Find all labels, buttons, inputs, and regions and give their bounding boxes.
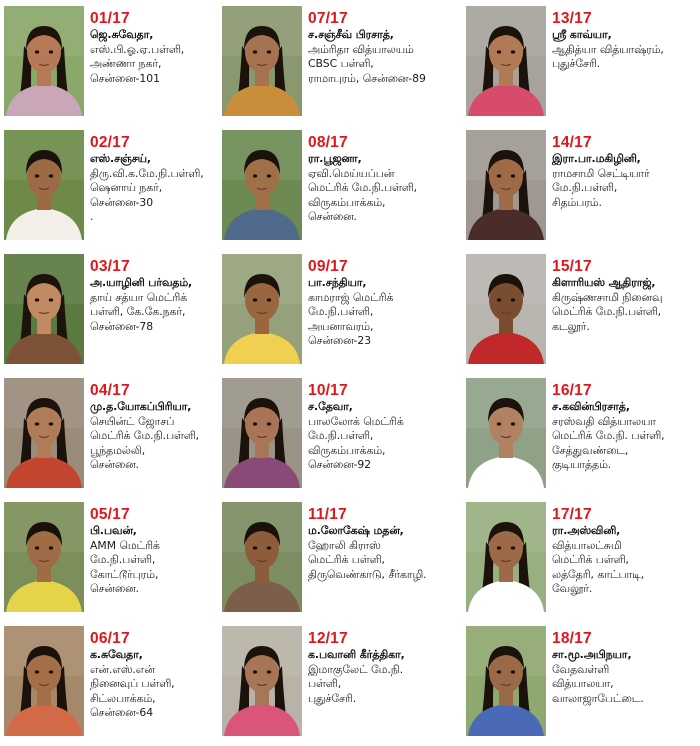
school-address-line: வித்யாலட்சுமி — [552, 538, 622, 552]
student-name: கிளாரியஸ் ஆதிராஜ், — [552, 276, 656, 289]
entry-number: 14/17 — [552, 134, 592, 151]
portrait-photo — [222, 626, 302, 736]
portrait-photo — [4, 626, 84, 736]
student-info — [308, 506, 454, 582]
student-card — [4, 378, 236, 498]
school-address-line: அண்ணா நகர், — [90, 57, 162, 70]
school-address-line: சென்னை-78 — [90, 319, 154, 333]
school-address-line: என்.எஸ்.என் — [90, 662, 155, 676]
student-card — [4, 130, 236, 250]
school-address-line: சென்னை. — [308, 210, 357, 223]
student-info — [552, 382, 698, 473]
student-card — [222, 626, 454, 746]
student-info — [90, 630, 236, 721]
school-address-line: சரஸ்வதி வித்யாலயா — [552, 414, 656, 428]
entry-number: 15/17 — [552, 258, 592, 275]
portrait-photo — [466, 626, 546, 736]
school-address-line: திருவெண்காடு, சீர்காழி. — [308, 567, 427, 581]
portrait-photo — [4, 502, 84, 612]
school-address-line: மெட்ரிக் பள்ளி, — [552, 553, 629, 566]
school-address-line: அம்ரிதா வித்யாலயம் — [308, 42, 414, 56]
school-address-line: AMM மெட்ரிக் — [90, 538, 160, 552]
student-photo — [4, 626, 84, 736]
school-address-line: சென்னை-92 — [308, 458, 372, 471]
student-photo — [466, 6, 546, 116]
school-address-line: ஏவி.மெய்யப்பன் — [308, 166, 395, 180]
entry-number: 10/17 — [308, 382, 348, 399]
school-address-line: குடியாத்தம். — [552, 458, 612, 471]
school-address-line: ராமசாமி செட்டியார் — [552, 166, 650, 180]
portrait-photo — [222, 502, 302, 612]
school-address-line: மே.நி.பள்ளி, — [308, 305, 374, 318]
portrait-photo — [4, 130, 84, 240]
student-info — [552, 258, 698, 334]
student-photo — [222, 130, 302, 240]
entry-number: 12/17 — [308, 630, 348, 647]
school-address-line: திரு.வி.க.மே.நி.பள்ளி, — [90, 166, 204, 180]
student-photo — [4, 254, 84, 364]
student-info — [90, 134, 236, 225]
student-photo — [466, 626, 546, 736]
school-address-line: கோட்டூர்புரம், — [90, 567, 159, 581]
student-info — [308, 258, 454, 349]
student-card — [466, 378, 698, 498]
portrait-photo — [4, 378, 84, 488]
student-name: க.சுவேதா, — [90, 648, 143, 661]
student-card — [4, 626, 236, 746]
student-info — [90, 10, 236, 86]
school-address-line: விருகம்பாக்கம், — [308, 443, 386, 457]
student-name: ரா.பூஜனா, — [308, 152, 362, 165]
student-card — [466, 626, 698, 746]
student-photo — [222, 626, 302, 736]
school-address-line: சேத்துவண்டை, — [552, 443, 629, 457]
entry-number: 06/17 — [90, 630, 130, 647]
school-address-line: ஆதித்யா வித்யாஷ்ரம், — [552, 42, 664, 56]
student-name: பி.பவன், — [90, 524, 137, 537]
student-card — [222, 502, 454, 622]
portrait-photo — [4, 254, 84, 364]
student-card — [222, 254, 454, 374]
student-photo — [4, 378, 84, 488]
school-address-line: மெட்ரிக் பள்ளி, — [308, 553, 385, 566]
portrait-photo — [466, 6, 546, 116]
portrait-photo — [222, 254, 302, 364]
school-address-line: கிருஷ்ணசாமி நினைவு — [552, 290, 663, 304]
portrait-photo — [466, 378, 546, 488]
school-address-line: சிட்லபாக்கம், — [90, 691, 156, 705]
entry-number: 05/17 — [90, 506, 130, 523]
school-address-line: ஷெனாய் நகர், — [90, 181, 163, 194]
school-address-line: பள்ளி, கே.கே.நகர், — [90, 305, 186, 318]
school-address-line: காமராஜ் மெட்ரிக் — [308, 290, 394, 304]
school-address-line: புதுச்சேரி. — [308, 691, 357, 705]
student-name: ரா.அஸ்வினி, — [552, 524, 621, 537]
student-card — [466, 502, 698, 622]
student-info — [90, 382, 236, 473]
student-info — [552, 630, 698, 706]
school-address-line: எஸ்.பி.ஓ.ஏ.பள்ளி, — [90, 42, 185, 56]
student-name: ம.லோகேஷ் மதன், — [308, 524, 404, 537]
entry-number: 13/17 — [552, 10, 592, 27]
student-photo — [466, 502, 546, 612]
student-name: மு.த.யோகப்பிரியா, — [90, 400, 192, 413]
student-card — [466, 6, 698, 126]
student-card — [222, 6, 454, 126]
school-address-line: வாலாஜாபேட்டை. — [552, 691, 644, 705]
school-address-line: இமாகுலேட் மே.நி. — [308, 662, 404, 676]
school-address-line: நினைவுப் பள்ளி, — [90, 677, 175, 690]
student-photo — [222, 254, 302, 364]
student-photo — [4, 6, 84, 116]
school-address-line: பூந்தமல்லி, — [90, 443, 146, 457]
entry-number: 08/17 — [308, 134, 348, 151]
student-photo — [222, 502, 302, 612]
student-info — [552, 134, 698, 210]
portrait-photo — [222, 130, 302, 240]
student-photo — [466, 378, 546, 488]
entry-number: 18/17 — [552, 630, 592, 647]
student-card — [222, 130, 454, 250]
school-address-line: லத்தேரி, காட்பாடி, — [552, 567, 645, 581]
school-address-line: சிதம்பரம். — [552, 195, 602, 209]
school-address-line: புதுச்சேரி. — [552, 57, 601, 70]
school-address-line: செயின்ட் ஜோசப் — [90, 414, 175, 428]
student-name: பா.சந்தியா, — [308, 276, 367, 289]
student-photo — [222, 378, 302, 488]
student-info — [90, 258, 236, 334]
student-name: அ.யாழினி பர்வதம், — [90, 276, 193, 289]
student-name: இரா.பா.மகிழினி, — [552, 152, 641, 165]
student-card — [4, 502, 236, 622]
student-photo — [466, 130, 546, 240]
student-name: எஸ்.சஞ்சய், — [90, 152, 152, 165]
school-address-line: ஹோலி கிராஸ் — [308, 538, 381, 552]
school-address-line: விருகம்பாக்கம், — [308, 195, 386, 209]
student-name: க.பவானி கீர்த்திகா, — [308, 648, 405, 661]
school-address-line: தாய் சத்யா மெட்ரிக் — [90, 290, 188, 304]
student-info — [308, 630, 454, 706]
school-address-line: மெட்ரிக் மே.நி.பள்ளி, — [90, 429, 200, 442]
school-address-line: கடலூர். — [552, 319, 590, 333]
portrait-photo — [466, 130, 546, 240]
school-address-line: மே.நி.பள்ளி, — [90, 553, 156, 566]
student-card — [222, 378, 454, 498]
portrait-photo — [222, 378, 302, 488]
school-address-line: சென்னை. — [90, 582, 139, 595]
student-name: சா.மூ.அபிநயா, — [552, 648, 632, 661]
student-name: ச.சஞ்சீவ் பிரசாத், — [308, 28, 394, 41]
school-address-line: சென்னை. — [90, 458, 139, 471]
school-address-line: மெட்ரிக் மே.நி.பள்ளி, — [308, 181, 418, 194]
entry-number: 17/17 — [552, 506, 592, 523]
school-address-line: சென்னை-30 — [90, 195, 154, 209]
entry-number: 07/17 — [308, 10, 348, 27]
student-card — [466, 130, 698, 250]
entry-number: 09/17 — [308, 258, 348, 275]
entry-number: 03/17 — [90, 258, 130, 275]
entry-number: 01/17 — [90, 10, 130, 27]
student-name: ச.தேவா, — [308, 400, 353, 413]
entry-number: 04/17 — [90, 382, 130, 399]
student-info — [308, 10, 454, 86]
school-address-line: சென்னை-64 — [90, 706, 154, 719]
student-card — [466, 254, 698, 374]
school-address-line: பள்ளி, — [308, 677, 342, 690]
portrait-photo — [222, 6, 302, 116]
student-info — [90, 506, 236, 597]
portrait-photo — [4, 6, 84, 116]
school-address-line: அயனாவரம், — [308, 319, 374, 333]
student-name: ஜெ.சுவேதா, — [90, 28, 154, 41]
school-address-line: ராமாபுரம், சென்னை-89 — [308, 71, 426, 85]
school-address-line: வித்யாலயா, — [552, 677, 614, 690]
portrait-photo — [466, 502, 546, 612]
student-info — [552, 10, 698, 72]
student-info — [552, 506, 698, 597]
student-card — [4, 6, 236, 126]
student-photo — [222, 6, 302, 116]
student-photo — [4, 502, 84, 612]
entry-number: 02/17 — [90, 134, 130, 151]
entry-number: 11/17 — [308, 506, 347, 523]
school-address-line: CBSC பள்ளி, — [308, 57, 374, 70]
school-address-line: பாலலோக் மெட்ரிக் — [308, 414, 404, 428]
school-address-line: மெட்ரிக் மே.நி.பள்ளி, — [552, 305, 662, 318]
student-photo — [4, 130, 84, 240]
student-info — [308, 134, 454, 225]
student-info — [308, 382, 454, 473]
student-name: ச.கவின்பிரசாத், — [552, 400, 630, 413]
school-address-line: சென்னை-101 — [90, 71, 161, 85]
student-photo — [466, 254, 546, 364]
entry-number: 16/17 — [552, 382, 592, 399]
school-address-line: சென்னை-23 — [308, 334, 372, 347]
student-card — [4, 254, 236, 374]
school-address-line: வேதவள்ளி — [552, 662, 610, 676]
student-name: ஸ்ரீ காவ்யா, — [552, 28, 612, 41]
school-address-line: வேலூர். — [552, 582, 593, 595]
school-address-line: மே.நி.பள்ளி, — [552, 181, 618, 194]
school-address-line: . — [90, 210, 94, 223]
school-address-line: மே.நி.பள்ளி, — [308, 429, 374, 442]
portrait-photo — [466, 254, 546, 364]
school-address-line: மெட்ரிக் மே.நி. பள்ளி, — [552, 429, 665, 442]
